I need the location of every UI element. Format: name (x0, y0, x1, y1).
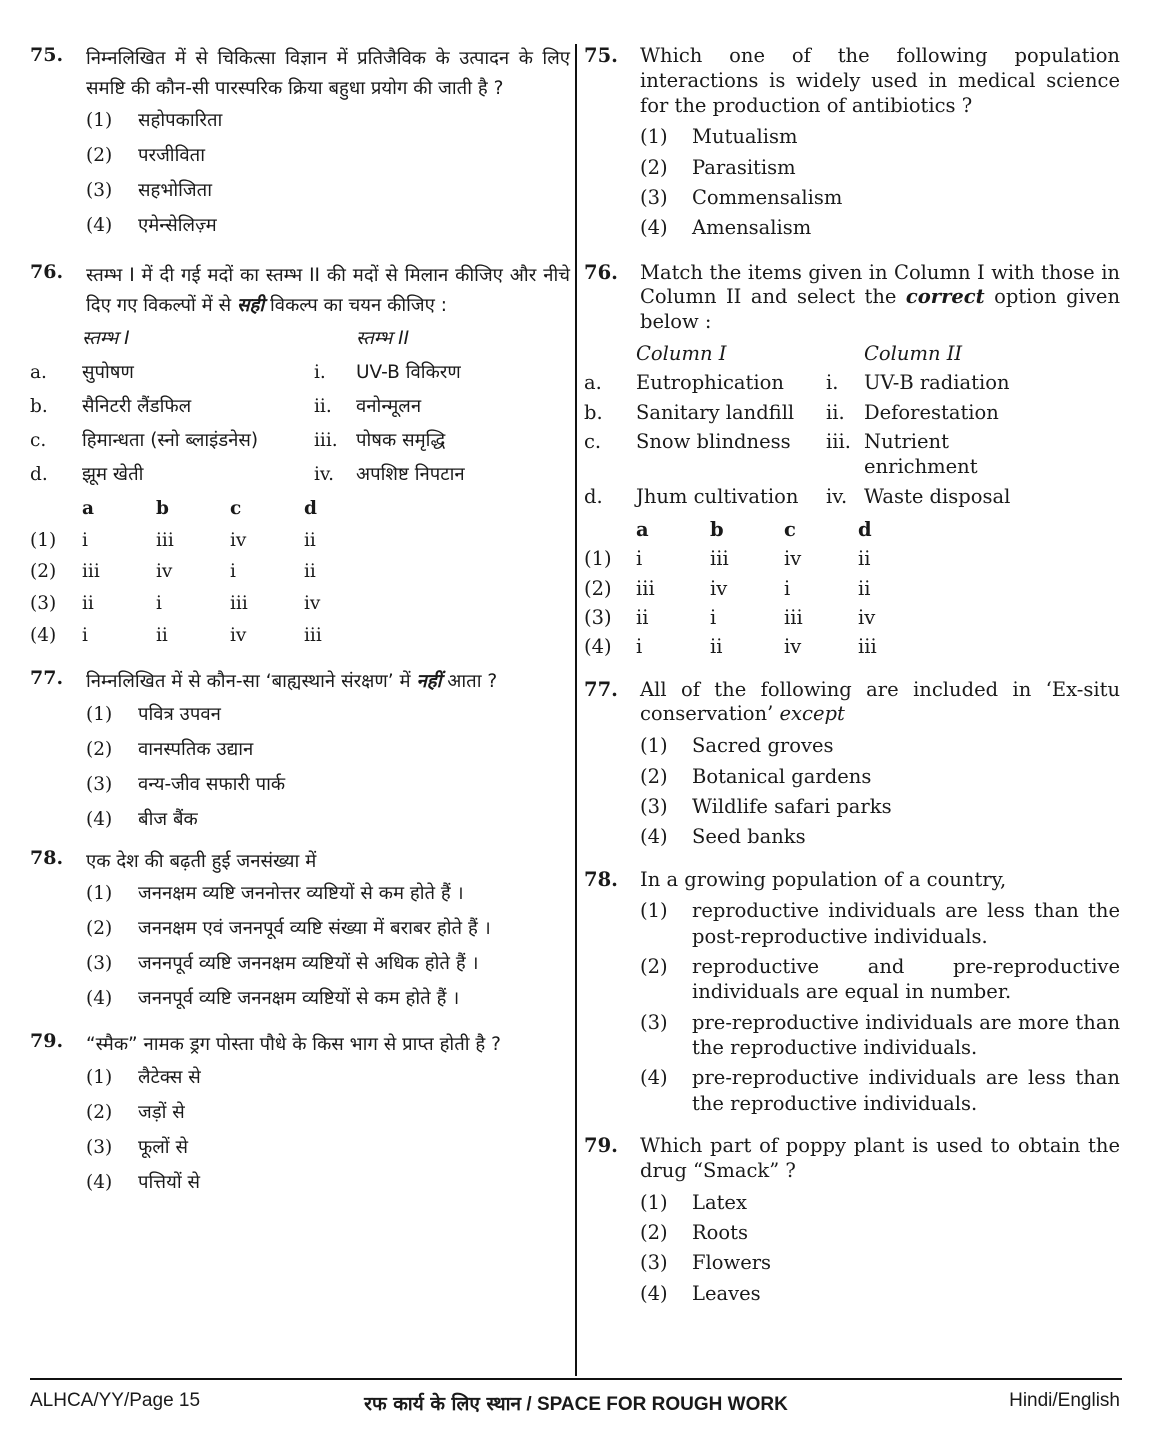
grid-header (584, 517, 1120, 542)
row-roman: ii. (826, 400, 845, 424)
option-number: (4) (86, 988, 113, 1010)
row-roman: i. (314, 362, 326, 384)
option-text: reproductive and pre-reproductive individuals are equal in number. (692, 954, 1120, 1004)
match-header-spacer (584, 341, 636, 366)
grid-cell: iii (156, 529, 174, 551)
option-number: (4) (640, 825, 668, 849)
grid-cell: ii (304, 561, 316, 583)
question-76-english (584, 261, 1120, 660)
match-header-spacer (826, 341, 864, 366)
question-number: 77. (30, 667, 64, 690)
grid-head-cell: a (636, 517, 649, 541)
grid-row (584, 576, 1120, 601)
option-text: जननक्षम एवं जननपूर्व व्यष्टि संख्या में बराबर होते हैं । (138, 918, 491, 940)
option-text: pre-reproductive individuals are less than the reproductive individuals. (692, 1066, 1120, 1115)
option-text: सहभोजिता (138, 180, 212, 202)
option-number: (1) (640, 1190, 668, 1214)
option-text: Roots (692, 1220, 749, 1244)
row-label: d. (30, 463, 48, 485)
grid-cell: iv (784, 635, 802, 659)
grid-row (30, 528, 570, 554)
option-number: (3) (30, 593, 57, 615)
question-text: “स्मैक” नामक ड्रग पोस्ता पौधे के किस भाग से प्राप्त होती है ? (86, 1034, 501, 1056)
question-77-english (584, 678, 1120, 850)
row-label: c. (584, 429, 602, 453)
grid-cell: i (710, 605, 717, 629)
option-number: (4) (86, 215, 113, 237)
column-1-heading-text: Column I (636, 341, 727, 365)
grid-head-cell: c (784, 517, 796, 541)
question-text-part: All of the following are included in ‘Ex-situ conservation’ (640, 677, 1120, 726)
option-text: Parasitism (692, 155, 796, 179)
option-number: (3) (640, 1251, 668, 1275)
grid-head-cell: b (710, 517, 724, 541)
emphasis-text: सही (237, 294, 265, 316)
row-roman: iv. (314, 463, 335, 485)
grid-row (30, 591, 570, 617)
english-column (584, 44, 1120, 1311)
column-2-item: UV-B radiation (864, 371, 1010, 395)
option-number: (4) (86, 808, 113, 830)
option-number: (1) (86, 703, 113, 725)
option-number: (2) (30, 561, 57, 583)
option (86, 144, 570, 169)
question-text: एक देश की बढ़ती हुई जनसंख्या में (86, 850, 317, 872)
option (640, 794, 1120, 819)
grid-cell: iii (858, 635, 877, 659)
grid-cell: i (156, 593, 162, 615)
column-2-item: Deforestation (864, 400, 999, 424)
option-number: (4) (640, 1281, 668, 1305)
option (86, 773, 570, 798)
option (640, 1010, 1120, 1061)
grid-head-cell: d (304, 497, 317, 519)
option-number: (1) (30, 529, 57, 551)
question-text-part: Match the items given in Column I with those in Column II and select the (640, 260, 1120, 309)
question-79-english (584, 1134, 1120, 1306)
rough-work-label-hindi: रफ कार्य के लिए स्थान (364, 1393, 522, 1415)
column-1-item: Snow blindness (636, 429, 791, 453)
match-row (584, 370, 1120, 395)
question-text: Which one of the following population interactions is widely used in medical science for the production of antibiotics ? (640, 44, 1120, 117)
option (640, 898, 1120, 949)
option-number: (3) (640, 185, 668, 209)
match-row (30, 360, 570, 386)
match-row (30, 394, 570, 420)
option-text: Latex (692, 1190, 747, 1214)
grid-cell: ii (82, 593, 94, 615)
question-text-part: आता ? (441, 671, 498, 693)
option-number: (2) (640, 155, 668, 179)
rough-work-separator: / (521, 1394, 537, 1415)
question-text: Which part of poppy plant is used to obtain the drug “Smack” ? (640, 1134, 1120, 1182)
grid-cell: ii (304, 529, 316, 551)
option (640, 954, 1120, 1005)
option-text: Botanical gardens (692, 764, 872, 788)
question-text (640, 678, 1120, 728)
options-list (86, 703, 570, 833)
option (640, 1220, 1120, 1245)
question-78-english (584, 868, 1120, 1117)
grid-header-spacer (584, 517, 636, 542)
option-text: Sacred groves (692, 734, 834, 758)
option-number: (4) (86, 1171, 113, 1193)
option (640, 1281, 1120, 1306)
question-number: 76. (30, 261, 64, 284)
option-number: (1) (640, 125, 668, 149)
row-label: c. (30, 429, 47, 451)
hindi-column (30, 44, 570, 1206)
column-1-item: हिमान्धता (स्नो ब्लाइंडनेस) (82, 429, 259, 451)
column-2-item: Waste disposal (864, 484, 1011, 508)
option-number: (3) (584, 605, 612, 629)
option-number: (1) (640, 899, 668, 923)
grid-cell: iii (636, 576, 655, 600)
question-number: 77. (584, 677, 618, 701)
option-text: वन्य-जीव सफारी पार्क (138, 773, 286, 795)
option (86, 214, 570, 239)
question-text (640, 261, 1120, 335)
option-text: वानस्पतिक उद्यान (138, 738, 254, 760)
option-text: बीज बैंक (138, 808, 198, 830)
options-list (640, 1190, 1120, 1306)
options-list (86, 1066, 570, 1196)
option-number: (3) (86, 1136, 113, 1158)
row-roman: ii. (314, 396, 332, 418)
column-2-item: पोषक समृद्धि (356, 429, 446, 451)
column-1-item: सैनिटरी लैंडफिल (82, 396, 192, 418)
question-77-hindi (30, 667, 570, 832)
option-text: जननपूर्व व्यष्टि जननक्षम व्यष्टियों से कम होते हैं । (138, 988, 460, 1010)
question-text-part: निम्नलिखित में से कौन-सा ‘बाह्यस्थाने संरक्षण’ में (86, 671, 417, 693)
option-number: (3) (86, 953, 113, 975)
option-text: फूलों से (138, 1136, 188, 1158)
column-2-heading (864, 341, 1120, 366)
question-number: 78. (30, 846, 64, 869)
option-number: (4) (640, 1066, 668, 1090)
option-number: (2) (86, 738, 113, 760)
option (640, 1065, 1120, 1116)
grid-header (30, 496, 570, 522)
match-row (584, 484, 1120, 509)
option-number: (2) (86, 918, 113, 940)
question-75-hindi (30, 44, 570, 239)
option-text: जननक्षम व्यष्टि जननोत्तर व्यष्टियों से कम होते हैं । (138, 883, 464, 905)
grid-row (30, 559, 570, 585)
question-79-hindi (30, 1030, 570, 1195)
rough-work-label-english: SPACE FOR ROUGH WORK (536, 1394, 788, 1415)
question-number: 79. (30, 1030, 64, 1053)
option (640, 1190, 1120, 1215)
option (86, 1171, 570, 1196)
match-header-spacer (30, 326, 82, 352)
row-label: b. (30, 396, 48, 418)
option-number: (2) (640, 764, 668, 788)
footer-rule (30, 1378, 1122, 1380)
option (640, 215, 1120, 240)
row-roman: i. (826, 371, 839, 395)
row-roman: iii. (826, 429, 851, 453)
row-label: b. (584, 400, 603, 424)
page-code: ALHCA/YY/Page 15 (30, 1390, 201, 1411)
grid-cell: ii (858, 576, 871, 600)
match-table (584, 341, 1120, 509)
option-text: जड़ों से (138, 1101, 185, 1123)
column-1-item: झूम खेती (82, 463, 144, 485)
option-number: (2) (584, 576, 612, 600)
question-text-part: option given below : (640, 285, 1120, 334)
language-label: Hindi/English (1009, 1390, 1120, 1411)
column-2-heading-text: Column II (864, 341, 963, 365)
match-row (584, 400, 1120, 425)
grid-cell: ii (710, 635, 723, 659)
column-2-heading (356, 326, 570, 352)
grid-cell: i (230, 561, 236, 583)
option (86, 738, 570, 763)
option (86, 952, 570, 977)
grid-cell: iv (230, 529, 247, 551)
match-row (30, 462, 570, 488)
question-78-hindi (30, 847, 570, 1012)
option-number: (3) (86, 773, 113, 795)
question-text-part: स्तम्भ I में दी गई मदों का स्तम्भ II की मदों से मिलान कीजिए और नीचे दिए गए विकल्पों में से (86, 265, 570, 316)
answer-grid (30, 496, 570, 649)
column-2-item: वनोन्मूलन (356, 396, 422, 418)
question-text: In a growing population of a country, (640, 867, 1007, 891)
options-list (640, 733, 1120, 849)
option (86, 703, 570, 728)
grid-cell: i (82, 625, 88, 647)
grid-cell: ii (858, 547, 871, 571)
grid-cell: i (82, 529, 88, 551)
grid-head-cell: b (156, 497, 169, 519)
row-label: a. (584, 371, 602, 395)
question-75-english (584, 44, 1120, 241)
emphasis-text: correct (905, 285, 985, 309)
grid-cell: iii (784, 605, 803, 629)
option-number: (4) (640, 216, 668, 240)
grid-row (584, 605, 1120, 630)
option (86, 882, 570, 907)
options-list (86, 882, 570, 1012)
option-number: (2) (640, 1220, 668, 1244)
question-text (86, 667, 570, 697)
grid-cell: iv (858, 605, 876, 629)
match-row (30, 428, 570, 454)
option-number: (3) (86, 180, 113, 202)
match-table (30, 326, 570, 487)
options-list (640, 124, 1120, 240)
option-number: (2) (640, 954, 668, 978)
grid-cell: iii (230, 593, 248, 615)
option-number: (1) (584, 547, 612, 571)
options-list (86, 109, 570, 239)
option-text: Seed banks (692, 825, 806, 849)
grid-cell: ii (636, 605, 649, 629)
row-roman: iv. (826, 484, 848, 508)
match-row (584, 429, 1120, 480)
option (86, 1066, 570, 1091)
rough-work-label (0, 1390, 1152, 1416)
question-number: 75. (584, 44, 618, 67)
grid-cell: iv (304, 593, 321, 615)
option-number: (3) (640, 1010, 668, 1034)
option-number: (1) (86, 110, 113, 132)
column-2-item: Nutrient enrichment (864, 429, 978, 479)
column-divider (575, 44, 577, 1376)
question-number: 79. (584, 1134, 618, 1158)
grid-cell: iii (82, 561, 100, 583)
option-number: (2) (86, 145, 113, 167)
option (86, 917, 570, 942)
option (86, 109, 570, 134)
grid-cell: i (636, 635, 643, 659)
column-2-item: UV-B विकिरण (356, 362, 461, 384)
option-number: (1) (86, 883, 113, 905)
option-text: परजीविता (138, 145, 206, 167)
match-header (30, 326, 570, 352)
match-header (584, 341, 1120, 366)
column-2-heading-text: स्तम्भ II (356, 328, 410, 350)
option-text: pre-reproductive individuals are more than the reproductive individuals. (692, 1010, 1120, 1059)
grid-cell: iii (304, 625, 322, 647)
grid-cell: iv (710, 576, 728, 600)
column-1-heading (82, 326, 314, 352)
grid-cell: iv (784, 547, 802, 571)
option-text: Leaves (692, 1281, 761, 1305)
question-text (86, 261, 570, 320)
option (86, 987, 570, 1012)
option-number: (1) (86, 1066, 113, 1088)
option-number: (4) (584, 635, 612, 659)
option (86, 1136, 570, 1161)
column-2-item: अपशिष्ट निपटान (356, 463, 465, 485)
option (86, 1101, 570, 1126)
option-text: Wildlife safari parks (692, 794, 892, 818)
option-text: Amensalism (692, 216, 812, 240)
question-number: 75. (30, 44, 64, 66)
option (640, 185, 1120, 210)
option (86, 808, 570, 833)
option-text: जननपूर्व व्यष्टि जननक्षम व्यष्टियों से अधिक होते हैं । (138, 953, 479, 975)
option-text: Mutualism (692, 125, 798, 149)
question-76-hindi (30, 261, 570, 649)
option-text: Flowers (692, 1251, 772, 1275)
row-roman: iii. (314, 429, 338, 451)
emphasis-text: except (779, 702, 845, 726)
option-number: (2) (86, 1101, 113, 1123)
column-1-item: Jhum cultivation (636, 484, 799, 508)
option-text: लैटेक्स से (138, 1066, 201, 1088)
grid-cell: iii (710, 547, 729, 571)
option-text: सहोपकारिता (138, 110, 223, 132)
emphasis-text: नहीं (416, 671, 442, 693)
option (640, 155, 1120, 180)
option-text: एमेन्सेलिज़्म (138, 215, 217, 237)
option (86, 179, 570, 204)
column-1-item: सुपोषण (82, 362, 134, 384)
row-label: a. (30, 362, 47, 384)
grid-cell: ii (156, 625, 168, 647)
option-number: (3) (640, 794, 668, 818)
option (640, 764, 1120, 789)
options-list (640, 898, 1120, 1116)
question-number: 78. (584, 867, 618, 891)
grid-head-cell: c (230, 497, 242, 519)
option (640, 1250, 1120, 1275)
match-header-spacer (314, 326, 356, 352)
column-1-item: Sanitary landfill (636, 400, 795, 424)
option (640, 824, 1120, 849)
column-1-heading (636, 341, 826, 366)
grid-header-spacer (30, 496, 82, 522)
option (640, 124, 1120, 149)
answer-grid (584, 517, 1120, 660)
grid-cell: iv (230, 625, 247, 647)
grid-cell: i (784, 576, 791, 600)
option-number: (4) (30, 625, 57, 647)
option-number: (1) (640, 734, 668, 758)
question-number: 76. (584, 260, 618, 284)
question-text-part: विकल्प का चयन कीजिए : (264, 294, 447, 316)
option-text: पवित्र उपवन (138, 703, 221, 725)
column-1-heading-text: स्तम्भ I (82, 328, 130, 350)
grid-head-cell: d (858, 517, 872, 541)
grid-row (584, 546, 1120, 571)
option-text: पत्तियों से (138, 1171, 200, 1193)
row-label: d. (584, 484, 603, 508)
option-text: reproductive individuals are less than the post-reproductive individuals. (692, 899, 1120, 948)
grid-row (584, 634, 1120, 659)
column-1-item: Eutrophication (636, 371, 784, 395)
grid-cell: iv (156, 561, 173, 583)
question-text: निम्नलिखित में से चिकित्सा विज्ञान में प्रतिजैविक के उत्पादन के लिए समष्टि की कौन-सी पारस्परिक क्रिया बहुधा प्रयोग की जाती है ? (86, 48, 570, 99)
grid-cell: i (636, 547, 643, 571)
grid-head-cell: a (82, 497, 94, 519)
option-text: Commensalism (692, 185, 843, 209)
grid-row (30, 623, 570, 649)
option (640, 733, 1120, 758)
